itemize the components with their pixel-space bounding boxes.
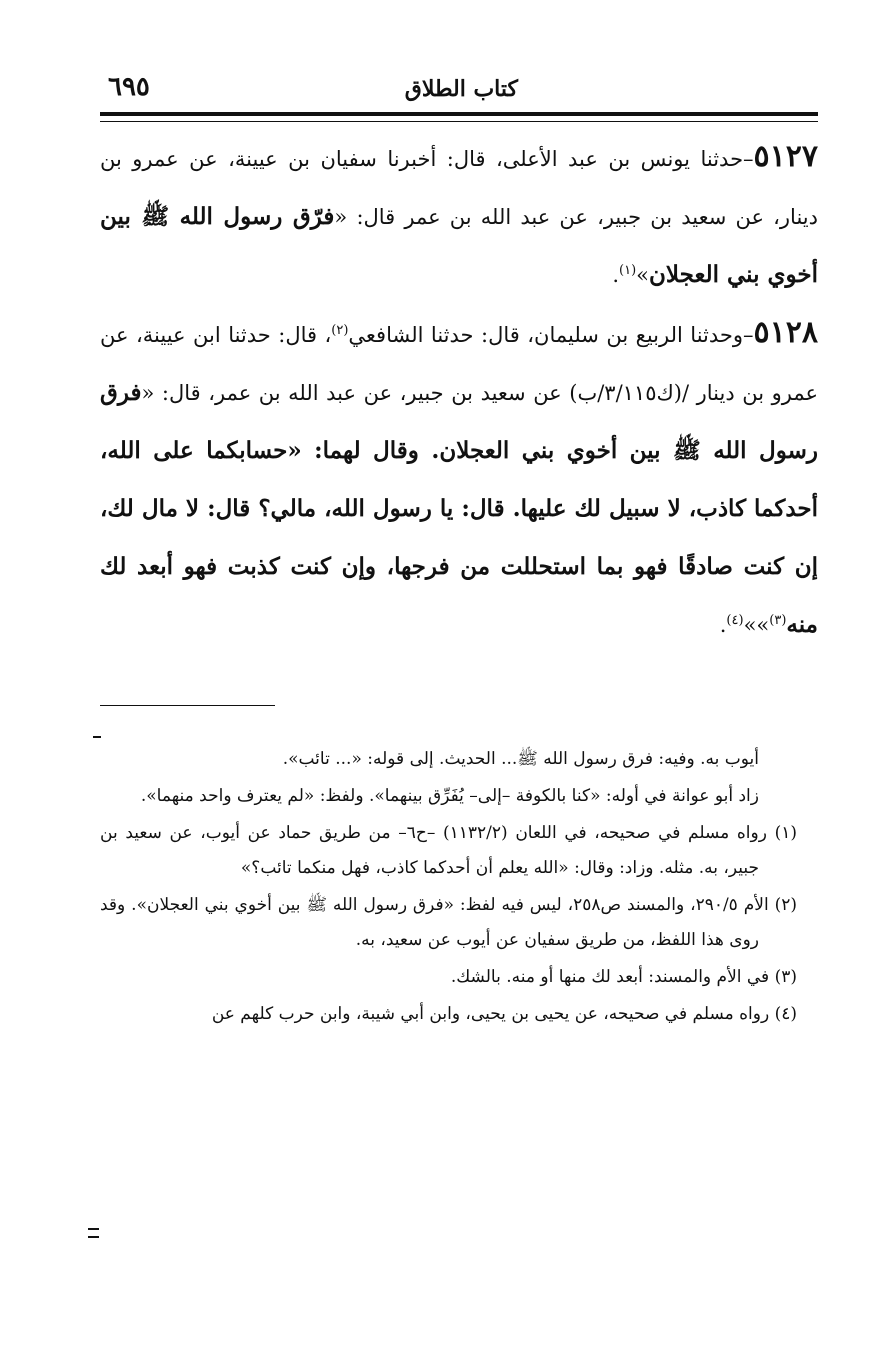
hadith-number: ٥١٢٧ (753, 139, 818, 174)
footnote-ref: (٢) (331, 323, 349, 338)
footnote-continued: أيوب به. وفيه: فرق رسول الله ﷺ... الحديث. إلى قوله: «... تائب». (282, 749, 759, 769)
hadith-5127 (100, 128, 818, 304)
open-quote: « (334, 205, 348, 229)
header-rule (100, 112, 818, 116)
chapter-title: كتاب الطلاق (404, 76, 518, 102)
hadith-text: فرّق رسول الله ﷺ بين أخوي بني العجلان (100, 203, 818, 288)
continuation-mark (93, 736, 101, 738)
footnote-continued: زاد أبو عوانة في أوله: «كنا بالكوفة –إلى– يُفَرِّق بينهما». ولفظ: «لم يعترف واحد منهما». (140, 786, 759, 806)
footnote-2: (٢) الأم ٢٩٠/٥، والمسند ص٢٥٨، ليس فيه لفظ: «فرق رسول الله ﷺ بين أخوي بني العجلان». وقد روى هذا اللفظ، من طريق سفيان عن أيوب عن سعيد، به. (100, 895, 797, 950)
hadith-text: فرق رسول الله ﷺ بين أخوي بني العجلان. وقال لهما: «حسابكما على الله، أحدكما كاذب، لا سبيل لك عليها. قال: يا رسول الله، مالي؟ قال: لا مال لك، إن كنت صادقًا فهو بما استحللت من فرجها، وإن كنت كذبت فهو أبعد لك منه (100, 379, 818, 638)
close-quote: » (636, 263, 650, 287)
footnote-3: (٣) في الأم والمسند: أبعد لك منها أو منه. بالشك. (450, 967, 797, 987)
header-rule-thin (100, 121, 818, 122)
footnote-separator (100, 705, 275, 706)
hadith-5128 (100, 304, 818, 654)
close-quote: »» (743, 613, 770, 637)
main-text (100, 128, 818, 654)
hadith-chain-continued: ، قال: حدثنا ابن عيينة، عن عمرو بن دينار /(ك٣/١١٥/ب) عن سعيد بن جبير، عن عبد الله بن عمر، قال: « (100, 323, 818, 405)
footnote-ref: (٣) (769, 613, 787, 628)
hadith-chain: –وحدثنا الربيع بن سليمان، قال: حدثنا الشافعي (348, 323, 754, 347)
page-number: ٦٩٥ (108, 72, 150, 102)
running-header (100, 72, 818, 116)
sentence-end: . (612, 263, 620, 287)
footnotes (100, 742, 797, 1034)
footnote-4: (٤) رواه مسلم في صحيحه، عن يحيى بن يحيى، وابن أبي شيبة، وابن حرب كلهم عن (211, 1004, 797, 1024)
hadith-number: ٥١٢٨ (753, 315, 818, 350)
footnote-ref: (١) (619, 263, 637, 278)
hadith-chain: –حدثنا يونس بن عبد الأعلى، قال: أخبرنا سفيان بن عيينة، عن عمرو بن دينار، عن سعيد بن جبير، عن عبد الله بن عمر قال: (100, 147, 818, 229)
sentence-end: . (719, 613, 727, 637)
continuation-mark-end (88, 1228, 99, 1238)
footnote-1: (١) رواه مسلم في صحيحه، في اللعان (١١٣٢/٢) –ح٦– من طريق حماد عن أيوب، عن سعيد بن جبير، به. مثله. وزاد: وقال: «الله يعلم أن أحدكما كاذب، فهل منكما تائب؟» (100, 823, 797, 878)
footnote-ref: (٤) (726, 613, 744, 628)
